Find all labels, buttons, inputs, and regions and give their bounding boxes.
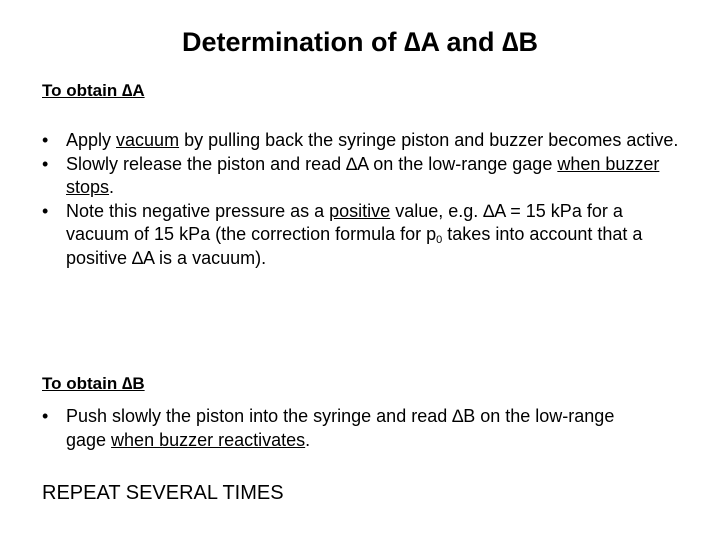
bullet-text: .: [109, 177, 115, 197]
bullet-marker: •: [42, 200, 49, 221]
bullet-text: takes into account that a positive ∆A is a vacuum).: [66, 224, 643, 268]
bullet-text: Slowly release the piston and read ∆A on the low-range gage: [66, 153, 558, 174]
section-heading-delta-b: To obtain ∆B: [42, 374, 145, 393]
underlined-term: vacuum: [116, 130, 180, 150]
bullet-text: .: [305, 429, 311, 450]
bullet-text: by pulling back the syringe piston and buzzer becomes active.: [179, 130, 679, 150]
bullet-marker: •: [42, 130, 49, 150]
bullet-text: Push slowly the piston into the syringe and read ∆B on the low-range gage: [66, 406, 615, 450]
subscript: 0: [436, 234, 443, 246]
repeat-instruction: REPEAT SEVERAL TIMES: [42, 482, 284, 504]
list-item: [42, 129, 682, 153]
bullet-text: Apply: [66, 130, 117, 150]
bullet-text: value, e.g. ∆A = 15 kPa for a vacuum of 15 kPa (the correction formula for p: [66, 200, 623, 244]
list-item: [42, 200, 682, 271]
bullet-marker: •: [42, 153, 49, 174]
list-item: [42, 405, 642, 452]
underlined-term: when buzzer stops: [66, 153, 660, 197]
bullet-list-delta-b: [42, 405, 642, 452]
underlined-term: when buzzer reactivates: [111, 429, 306, 450]
bullet-list-delta-a: [42, 129, 682, 270]
slide-title: Determination of ∆A and ∆B: [181, 27, 539, 57]
bullet-marker: •: [42, 406, 49, 426]
bullet-text: Note this negative pressure as a: [66, 200, 330, 221]
list-item: [42, 153, 682, 200]
section-heading-delta-a: To obtain ∆A: [42, 81, 145, 100]
underlined-term: positive: [329, 200, 391, 221]
